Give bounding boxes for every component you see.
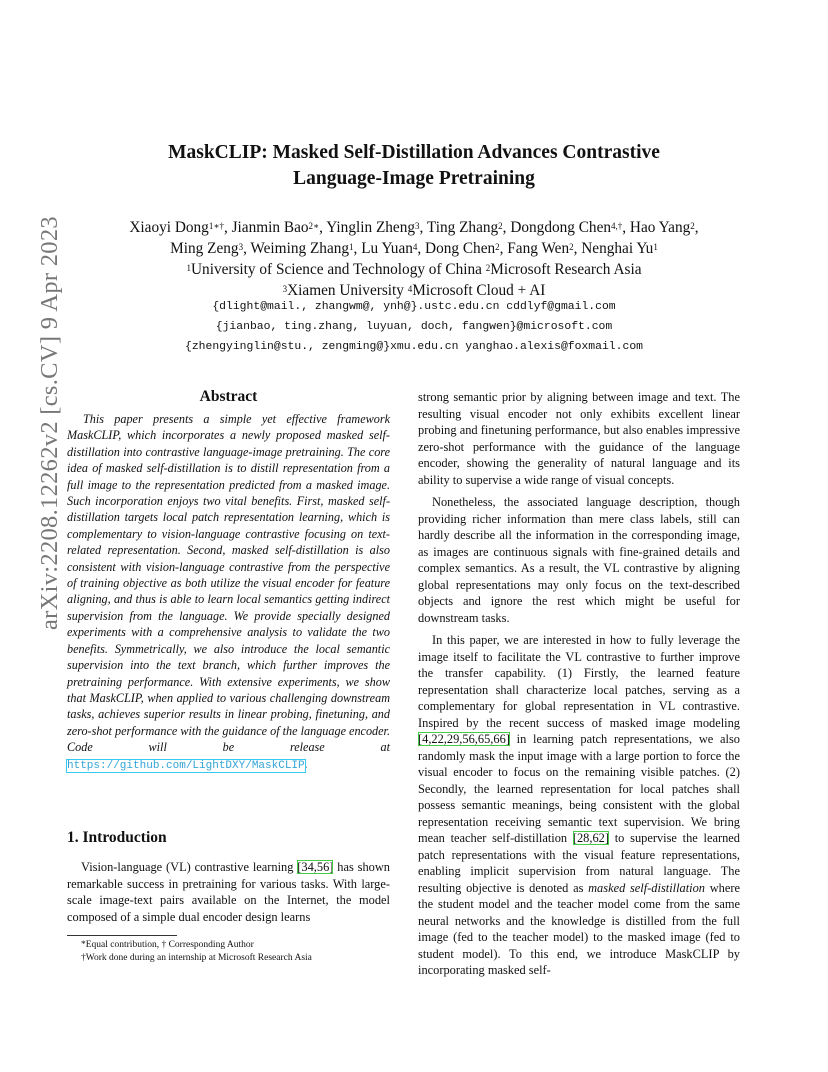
affiliations-line-1: $^1$University of Science and Technology of China $^2$Microsoft Research Asia — [186, 261, 642, 278]
title-line-2: Language-Image Pretraining — [293, 168, 535, 189]
citation-link[interactable]: [34,56] — [297, 860, 334, 874]
right-p3-emphasis: masked self-distillation — [588, 880, 706, 895]
right-paragraph-2: Nonetheless, the associated language description, though providing richer information than mere class labels, still can hardly describe all the information in the corresponding image, as images are continuous signals with fine-grained details and complex semantics. As a result, the VL contrastive by aligning global representations may only focus on the text-described objects and ignore the rest which might be useful for downstream tasks. — [418, 495, 740, 625]
citation-link[interactable]: [28,62] — [572, 831, 609, 845]
author-block — [70, 217, 758, 301]
arxiv-side-label: arXiv:2208.12262v2 [cs.CV] 9 Apr 2023 — [36, 216, 63, 630]
abstract-end: . — [304, 756, 308, 771]
right-p3-text-a: In this paper, we are interested in how to fully leverage the image itself to facilitate the VL contrastive to further improve the transfer capability. (1) Firstly, the learned feature representation shall characterize local patches, serving as a complementary for global representation in VL contrastive. Inspired by the recent success of masked image modeling — [418, 633, 740, 730]
right-column — [418, 389, 740, 985]
intro-text-b: has shown remarkable success in pretraining for various tasks. With large-scale image-text pairs available on the Internet, the model composed of a simple dual encoder design learns — [67, 860, 390, 924]
intro-paragraph-1 — [67, 859, 390, 931]
email-line-2: {jianbao, ting.zhang, luyuan, doch, fangwen}@microsoft.com — [215, 321, 613, 333]
intro-text-a: Vision-language (VL) contrastive learning — [81, 860, 298, 874]
email-line-3 — [90, 337, 738, 357]
authors-line-1: Xiaoyi Dong$^{1∗\dagger}$, Jianmin Bao$^{2∗}$, Yinglin Zheng$^3$, Ting Zhang$^2$, Dongdong Chen$^{4,\dagger}$, Hao Yang$^2$, — [129, 219, 699, 236]
right-p3-text-b: in learning patch representations, we also randomly mask the input image with a large portion to force the visual encoder to focus on the remaining visible patches. (2) Secondly, the learned representation for local patches shall possess semantic meanings, being consistent with the global representation receiving semantic text supervision. We bring mean teacher self-distillation — [418, 732, 740, 845]
footnote-2: †Work done during an internship at Microsoft Research Asia — [81, 953, 312, 963]
abstract-body — [67, 411, 390, 774]
email-block — [90, 297, 738, 357]
citation-link[interactable]: [4,22,29,56,65,66] — [418, 732, 510, 746]
email-line-3b: yanghao.alexis@foxmail.com — [465, 341, 643, 353]
introduction-heading: 1. Introduction — [67, 829, 167, 846]
email-line-3a: {zhengyinglin@stu., zengming@}xmu.edu.cn — [185, 341, 459, 353]
right-paragraph-1: strong semantic prior by aligning between image and text. The resulting visual encoder not only exhibits excellent linear probing and finetuning performance, but also enables impressive zero-shot performance with the guidance of the language encoder, showing the generality of natural language and its ability to supervise a wide range of visual concepts. — [418, 390, 740, 487]
code-link[interactable]: https://github.com/LightDXY/MaskCLIP — [67, 759, 305, 772]
authors-line-2: Ming Zeng$^3$, Weiming Zhang$^1$, Lu Yuan$^4$, Dong Chen$^2$, Fang Wen$^2$, Nenghai Yu$^1$ — [170, 240, 658, 257]
footnote-1: *Equal contribution, † Corresponding Author — [81, 940, 254, 950]
affiliations-line-2: $^3$Xiamen University $^4$Microsoft Cloud + AI — [282, 282, 546, 299]
right-p3-text-c: to supervise the learned patch representations with the visual feature representations, enabling implicit supervision from natural language. The resulting objective is denoted as — [418, 831, 741, 895]
right-paragraph-3 — [418, 632, 740, 979]
abstract-heading: Abstract — [199, 388, 258, 405]
footnote-rule — [67, 935, 177, 936]
right-p3-text-d: where the student model and the teacher model come from the same neural networks and the knowledge is distilled from the full image (fed to the teacher model) to the masked image (fed to student model). To this end, we introduce MaskCLIP by incorporating masked self- — [418, 880, 740, 977]
email-line-1: {dlight@mail., zhangwm@, ynh@}.ustc.edu.cn cddlyf@gmail.com — [212, 301, 616, 313]
title-line-1: MaskCLIP: Masked Self-Distillation Advances Contrastive — [168, 142, 660, 163]
paper-title — [100, 140, 728, 192]
footnotes — [67, 939, 397, 965]
abstract-text: This paper presents a simple yet effective framework MaskCLIP, which incorporates a newly proposed masked self-distillation into contrastive language-image pretraining. The core idea of masked self-distillation is to distill representation from a full image to the representation predicted from a masked image. Such incorporation enjoys two vital benefits. First, masked self-distillation targets local patch representation learning, which is complementary to vision-language contrastive focusing on text-related representation. Second, masked self-distillation is also consistent with vision-language contrastive from the perspective of training objective as both utilize the visual encoder for feature aligning, and thus is able to learn local semantics getting indirect supervision from the language. We provide specially designed experiments with a comprehensive analysis to validate the two benefits. Symmetrically, we also introduce the local semantic supervision into the text branch, which further improves the pretraining performance. With extensive experiments, we show that MaskCLIP, when applied to various challenging downstream tasks, achieves superior results in linear probing, finetuning, and zero-shot performance with the guidance of the language encoder. Code will be release at — [67, 412, 390, 755]
